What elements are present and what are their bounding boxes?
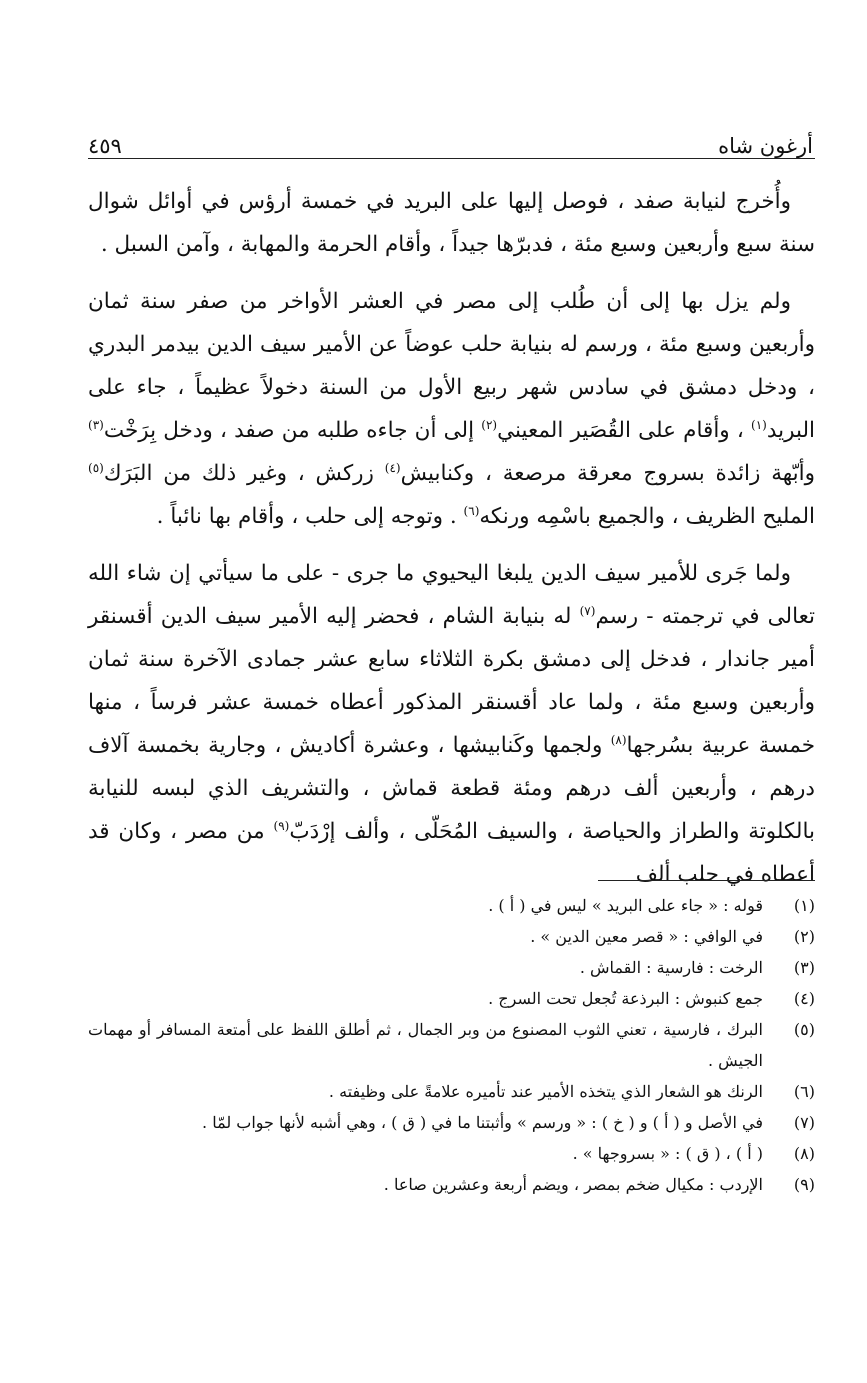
footnote — [88, 952, 815, 983]
text-run: ولما جَرى للأمير سيف الدين يلبغا اليحيوي ما جرى - على ما سيأتي إن شاء الله تعالى في ترجمته - رسم — [88, 561, 816, 629]
running-title: أرغون شاه — [718, 134, 813, 158]
footnote-text: الرنك هو الشعار الذي يتخذه الأمير عند تأميره علامةً على وظيفته . — [328, 1082, 763, 1101]
paragraph — [88, 280, 815, 538]
main-text — [88, 180, 815, 910]
footnote-marker: (٦) — [463, 503, 480, 518]
footnote-marker: (٨) — [610, 732, 627, 747]
footnote — [88, 1169, 815, 1200]
footnote-text: الإردب : مكيال ضخم بمصر ، ويضم أربعة وعشرين صاعا . — [383, 1175, 763, 1194]
footnote-text: الرخت : فارسية : القماش . — [579, 958, 763, 977]
footnote-marker: (٩) — [273, 818, 290, 833]
footnote-marker: (٢) — [481, 417, 498, 432]
footnote-marker: (٤) — [384, 460, 401, 475]
footnote-marker: (٥) — [88, 460, 104, 475]
footnote — [88, 983, 815, 1014]
text-run: ولم يزل بها إلى أن طُلب إلى مصر في العشر الأواخر من صفر سنة ثمان وأربعين وسبع مئة ، ورسم له بنيابة حلب عوضاً عن الأمير سيف الدين بيدمر البدري ، ودخل دمشق في سادس شهر ربيع الأول من السنة دخولاً عظيماً ، جاء على البريد — [88, 289, 815, 443]
footnote-marker: (٣) — [88, 417, 104, 432]
footnote-number: (٨) — [793, 1144, 815, 1163]
text-run: له بنيابة الشام ، فحضر إليه الأمير سيف الدين أقسنقر أمير جاندار ، فدخل إلى دمشق بكرة الثلاثاء سابع عشر جمادى الآخرة سنة ثمان وأربعين وسبع مئة ، ولما عاد أقسنقر المذكور أعطاه خمسة عشر فرساً ، منها خمسة عربية بسُرجها — [88, 604, 815, 758]
footnote — [88, 1014, 815, 1076]
footnote — [88, 1107, 815, 1138]
footnote-marker: (٧) — [579, 603, 596, 618]
text-run: إلى أن جاءه طلبه من صفد ، ودخل بِرَخْت — [103, 418, 482, 443]
paragraph — [88, 180, 815, 266]
footnote-text: جمع كنبوش : البرذعة تُجعل تحت السرج . — [488, 989, 763, 1008]
page-header — [88, 120, 813, 158]
footnote-marker: (١) — [751, 417, 767, 432]
text-run: من مصر ، وكان قد أعطاه في حلب ألف — [88, 819, 815, 887]
footnote-number: (٢) — [793, 927, 815, 946]
footnote-text: البرك ، فارسية ، تعني الثوب المصنوع من وبر الجمال ، ثم أطلق اللفظ على أمتعة المسافر أو مهمات الجيش . — [88, 1020, 763, 1070]
text-run: وأبّهة زائدة بسروج معرقة مرصعة ، وكنابيش — [400, 461, 815, 486]
footnote — [88, 1076, 815, 1107]
text-run: . وتوجه إلى حلب ، وأقام بها نائباً . — [156, 504, 464, 529]
footnote — [88, 1138, 815, 1169]
text-run: زركش ، وغير ذلك من البَرَك — [103, 461, 385, 486]
footnote-separator — [598, 880, 815, 881]
footnote-text: في الوافي : « قصر معين الدين » . — [530, 927, 763, 946]
footnote-number: (٧) — [793, 1113, 815, 1132]
footnote-text: قوله : « جاء على البريد » ليس في ( أ ) . — [488, 896, 763, 915]
footnote — [88, 890, 815, 921]
text-run: ولجمها وكَنابيشها ، وعشرة أكاديش ، وجارية بخمسة آلاف درهم ، وأربعين ألف درهم ومئة قطعة قماش ، والتشريف الذي لبسه للنيابة بالكلوتة والطراز والحياصة ، والسيف المُحَلّى ، وألف إرْدَبّ — [88, 733, 815, 844]
footnote-number: (٦) — [793, 1082, 815, 1101]
text-run: ، وأقام على القُصَير المعيني — [497, 418, 752, 443]
text-run: المليح الظريف ، والجميع باسْمِه ورنكه — [479, 504, 815, 529]
footnote-text: في الأصل و ( أ ) و ( خ ) : « ورسم » وأثبتنا ما في ( ق ) ، وهي أشبه لأنها جواب لمّا . — [202, 1113, 763, 1132]
header-rule — [88, 158, 815, 159]
footnotes — [88, 890, 815, 1200]
footnote — [88, 921, 815, 952]
footnote-number: (٤) — [793, 989, 815, 1008]
footnote-number: (١) — [793, 896, 815, 915]
text-run: وأُخرج لنيابة صفد ، فوصل إليها على البريد في خمسة أرؤس في أوائل شوال سنة سبع وأربعين وسبع مئة ، فدبرّها جيداً ، وأقام الحرمة والمهابة ، وآمن السبل . — [88, 189, 815, 257]
footnote-text: ( أ ) ، ( ق ) : « بسروجها » . — [572, 1144, 763, 1163]
footnote-number: (٥) — [793, 1020, 815, 1039]
footnote-number: (٣) — [793, 958, 815, 977]
page-number: ٤٥٩ — [88, 134, 122, 158]
footnote-number: (٩) — [793, 1175, 815, 1194]
paragraph — [88, 552, 815, 896]
